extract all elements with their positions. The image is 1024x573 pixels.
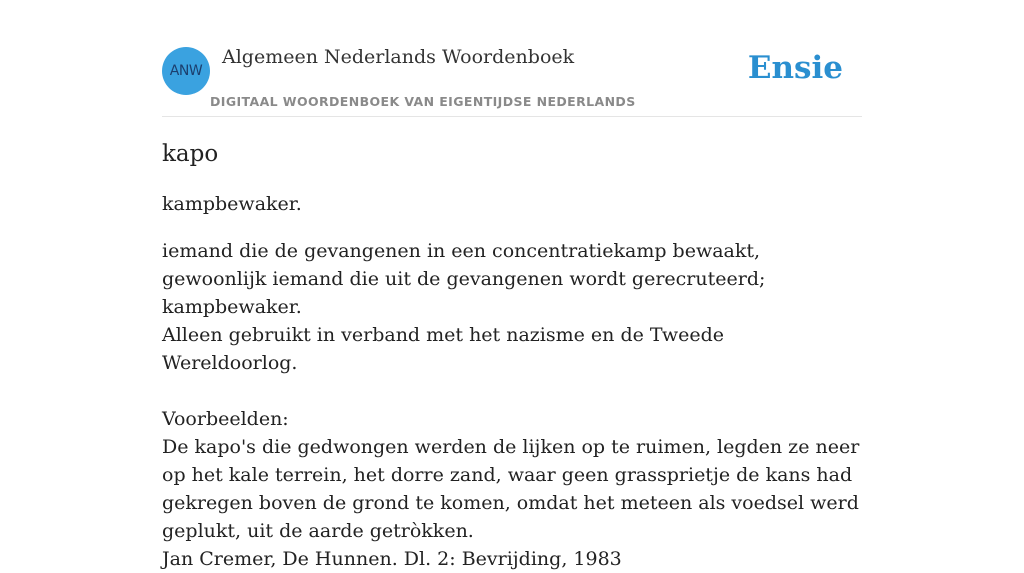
example-source: Jan Cremer, De Hunnen. Dl. 2: Bevrijding, 1983 [162, 548, 622, 570]
site-subtitle: DIGITAAL WOORDENBOEK VAN EIGENTIJDSE NEDERLANDS [210, 94, 636, 109]
short-definition: kampbewaker. [162, 193, 302, 215]
anw-logo[interactable] [162, 47, 210, 95]
entry-content [162, 138, 862, 573]
site-header [162, 0, 862, 117]
definition-block [162, 237, 862, 573]
site-title[interactable]: Algemeen Nederlands Woordenboek [222, 46, 575, 68]
ensie-brand-logo[interactable]: Ensie [747, 50, 843, 86]
spacer [162, 377, 862, 405]
example-text: De kapo's die gedwongen werden de lijken op te ruimen, legden ze neer op het kale terrein, het dorre zand, waar geen grassprietje de kans had gekregen boven de grond te komen, omdat het meteen als voedsel werd geplukt, uit de aarde getròkken. [162, 436, 860, 542]
examples-label: Voorbeelden: [162, 408, 289, 430]
headword: kapo [162, 141, 219, 167]
definition-text: iemand die de gevangenen in een concentratiekamp bewaakt, gewoonlijk iemand die uit de gevangenen wordt gerecruteerd; kampbewaker. [162, 240, 766, 318]
logo-text: ANW [169, 63, 203, 79]
usage-note: Alleen gebruikt in verband met het nazisme en de Tweede Wereldoorlog. [162, 324, 725, 374]
